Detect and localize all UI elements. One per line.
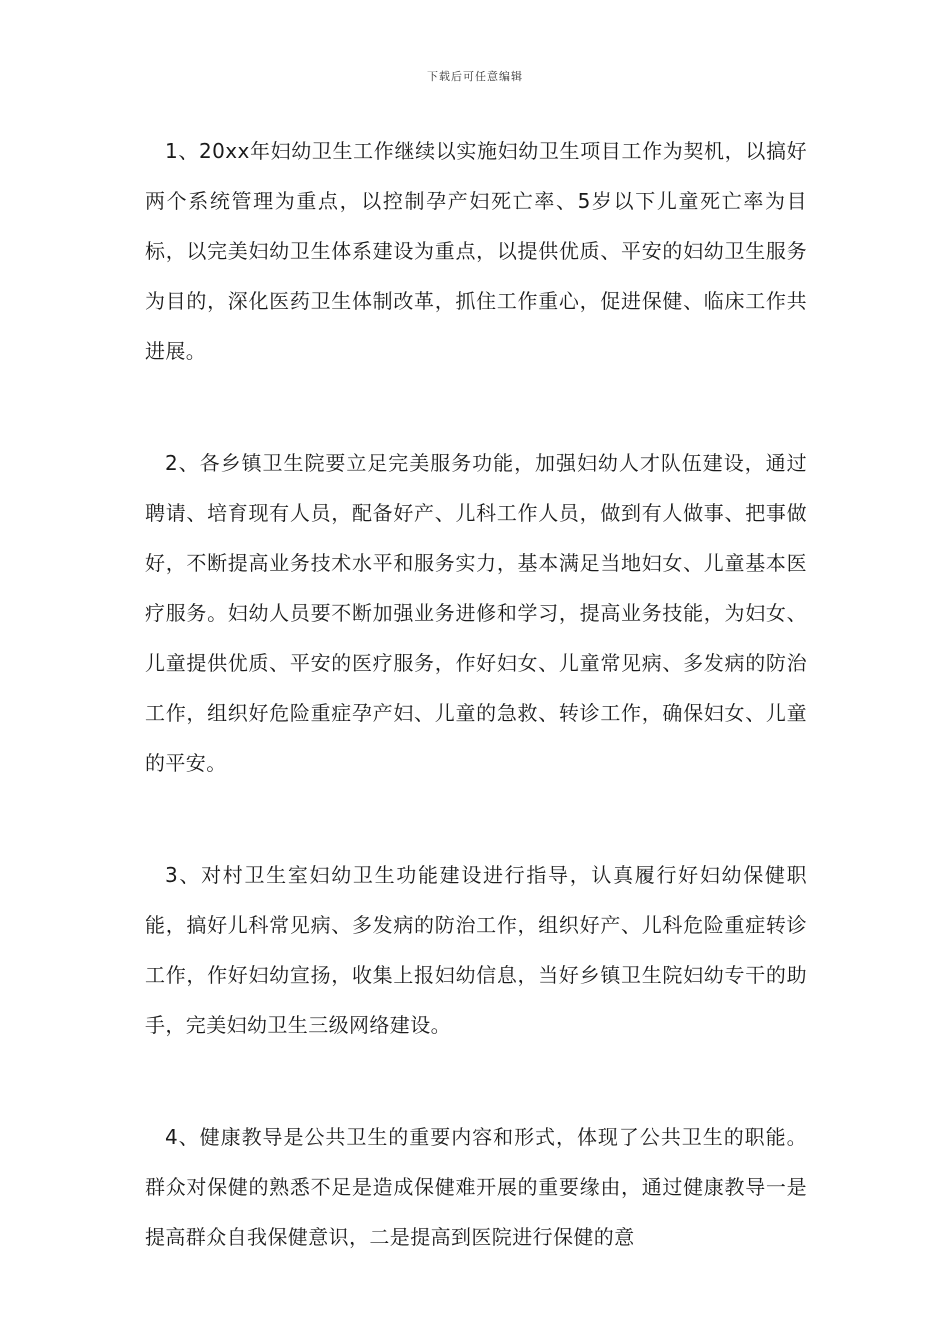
- paragraph-1: 1、20xx年妇幼卫生工作继续以实施妇幼卫生项目工作为契机，以搞好两个系统管理为重点，以控制孕产妇死亡率、5岁以下儿童死亡率为目标，以完美妇幼卫生体系建设为重点，以提供优质、平安的妇幼卫生服务为目的，深化医药卫生体制改革，抓住工作重心，促进保健、临床工作共进展。: [145, 139, 807, 363]
- paragraph-2: 2、各乡镇卫生院要立足完美服务功能，加强妇幼人才队伍建设，通过聘请、培育现有人员，配备好产、儿科工作人员，做到有人做事、把事做好，不断提高业务技术水平和服务实力，基本满足当地妇女、儿童基本医疗服务。妇幼人员要不断加强业务进修和学习，提高业务技能，为妇女、儿童提供优质、平安的医疗服务，作好妇女、儿童常见病、多发病的防治工作，组织好危险重症孕产妇、儿童的急救、转诊工作，确保妇女、儿童的平安。: [145, 451, 807, 775]
- document-body: [145, 126, 807, 1324]
- paragraph-4: 4、健康教导是公共卫生的重要内容和形式，体现了公共卫生的职能。群众对保健的熟悉不足是造成保健难开展的重要缘由，通过健康教导一是提高群众自我保健意识，二是提高到医院进行保健的意: [145, 1125, 807, 1249]
- paragraph-3: 3、对村卫生室妇幼卫生功能建设进行指导，认真履行好妇幼保健职能，搞好儿科常见病、多发病的防治工作，组织好产、儿科危险重症转诊工作，作好妇幼宣扬，收集上报妇幼信息，当好乡镇卫生院妇幼专干的助手，完美妇幼卫生三级网络建设。: [145, 863, 807, 1037]
- page-header: 下载后可任意编辑: [427, 70, 523, 83]
